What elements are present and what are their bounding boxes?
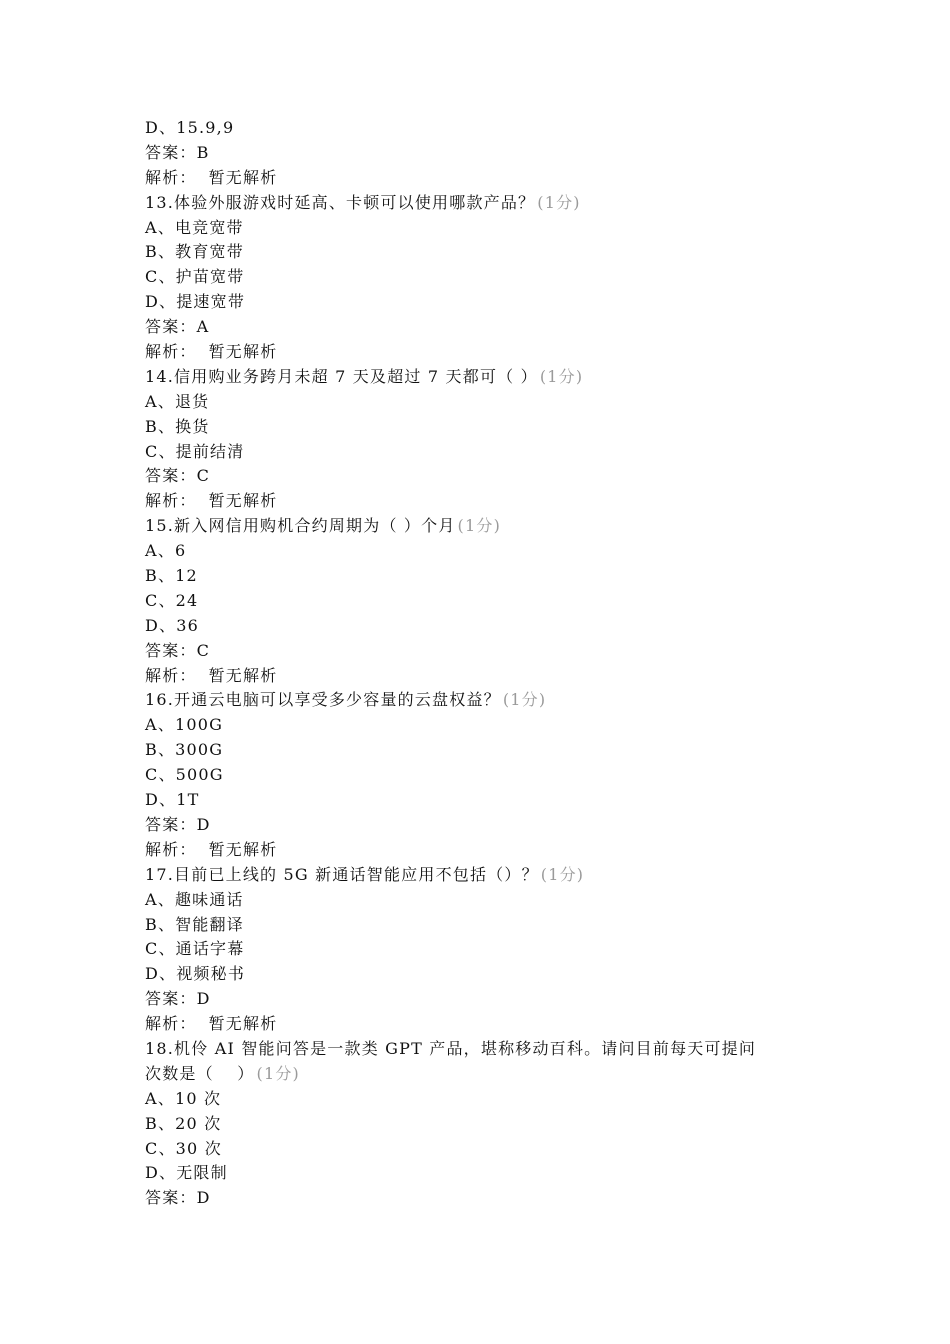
- option-c: C、500G: [145, 765, 224, 785]
- question-stem: [145, 514, 815, 539]
- analysis-label: 解析：: [145, 167, 197, 187]
- answer: 答案：C: [145, 640, 211, 660]
- question-stem-line-1: 18.机伶 AI 智能问答是一款类 GPT 产品，堪称移动百科。请问目前每天可提问: [145, 1038, 757, 1058]
- option-c: C、护苗宽带: [145, 267, 245, 287]
- question-score: (1分): [537, 192, 581, 212]
- option-c: C、30 次: [145, 1138, 222, 1158]
- question-score: (1分): [457, 516, 502, 536]
- option-d: D、1T: [145, 790, 200, 810]
- analysis-label: 解析：: [145, 491, 197, 511]
- analysis-text: 暂无解析: [208, 839, 278, 859]
- option-a: A、电竞宽带: [145, 217, 244, 237]
- option-c: C、24: [145, 590, 199, 610]
- option-b: B、教育宽带: [145, 242, 244, 262]
- question-score: (1分): [256, 1063, 300, 1083]
- option-a: A、退货: [145, 391, 210, 411]
- analysis: [145, 838, 815, 863]
- answer: 答案：D: [145, 814, 211, 834]
- option-b: B、12: [145, 566, 198, 586]
- analysis-label: 解析：: [145, 839, 197, 859]
- analysis-text: 暂无解析: [208, 1014, 278, 1034]
- option-c: C、通话字幕: [145, 939, 245, 959]
- answer: 答案：B: [145, 142, 210, 162]
- answer: 答案：C: [145, 466, 211, 486]
- analysis-text: 暂无解析: [208, 342, 278, 362]
- option-b: B、智能翻译: [145, 914, 244, 934]
- option-a: A、10 次: [145, 1088, 222, 1108]
- option-b: B、300G: [145, 740, 224, 760]
- question-stem-line-2: [145, 1062, 815, 1087]
- option-d: D、无限制: [145, 1163, 228, 1183]
- analysis: [145, 166, 815, 191]
- analysis-text: 暂无解析: [208, 167, 278, 187]
- analysis: [145, 340, 815, 365]
- question-stem: [145, 688, 815, 713]
- option-d: D、视频秘书: [145, 964, 246, 984]
- question-list: [145, 116, 815, 1211]
- analysis-label: 解析：: [145, 1014, 197, 1034]
- question-stem: [145, 365, 815, 390]
- question-score: (1分): [540, 864, 585, 884]
- analysis: [145, 489, 815, 514]
- option-b: B、换货: [145, 416, 210, 436]
- question-text: 13.体验外服游戏时延高、卡顿可以使用哪款产品？: [145, 192, 536, 212]
- analysis-text: 暂无解析: [208, 665, 278, 685]
- question-text: 15.新入网信用购机合约周期为（ ）个月: [145, 516, 456, 536]
- question-stem: [145, 863, 815, 888]
- analysis: [145, 1012, 815, 1037]
- question-text: 16.开通云电脑可以享受多少容量的云盘权益？: [145, 690, 501, 710]
- analysis-label: 解析：: [145, 342, 197, 362]
- answer: 答案：D: [145, 1188, 211, 1208]
- option-a: A、趣味通话: [145, 889, 244, 909]
- question-stem: [145, 191, 815, 216]
- question-text: 14.信用购业务跨月未超 7 天及超过 7 天都可（ ）: [145, 366, 538, 386]
- analysis-text: 暂无解析: [208, 491, 278, 511]
- answer: 答案：D: [145, 989, 211, 1009]
- analysis-label: 解析：: [145, 665, 197, 685]
- option-b: B、20 次: [145, 1113, 222, 1133]
- analysis: [145, 664, 815, 689]
- option-a: A、100G: [145, 715, 224, 735]
- option-d: D、36: [145, 615, 199, 635]
- answer: 答案：A: [145, 317, 210, 337]
- question-text: 17.目前已上线的 5G 新通话智能应用不包括（）？: [145, 864, 539, 884]
- option-a: A、6: [145, 541, 187, 561]
- option-d: D、15.9,9: [145, 118, 235, 137]
- question-text: 次数是（ ）: [145, 1063, 255, 1083]
- option-c: C、提前结清: [145, 441, 245, 461]
- question-score: (1分): [502, 690, 547, 710]
- option-d: D、提速宽带: [145, 292, 246, 312]
- question-score: (1分): [539, 366, 584, 386]
